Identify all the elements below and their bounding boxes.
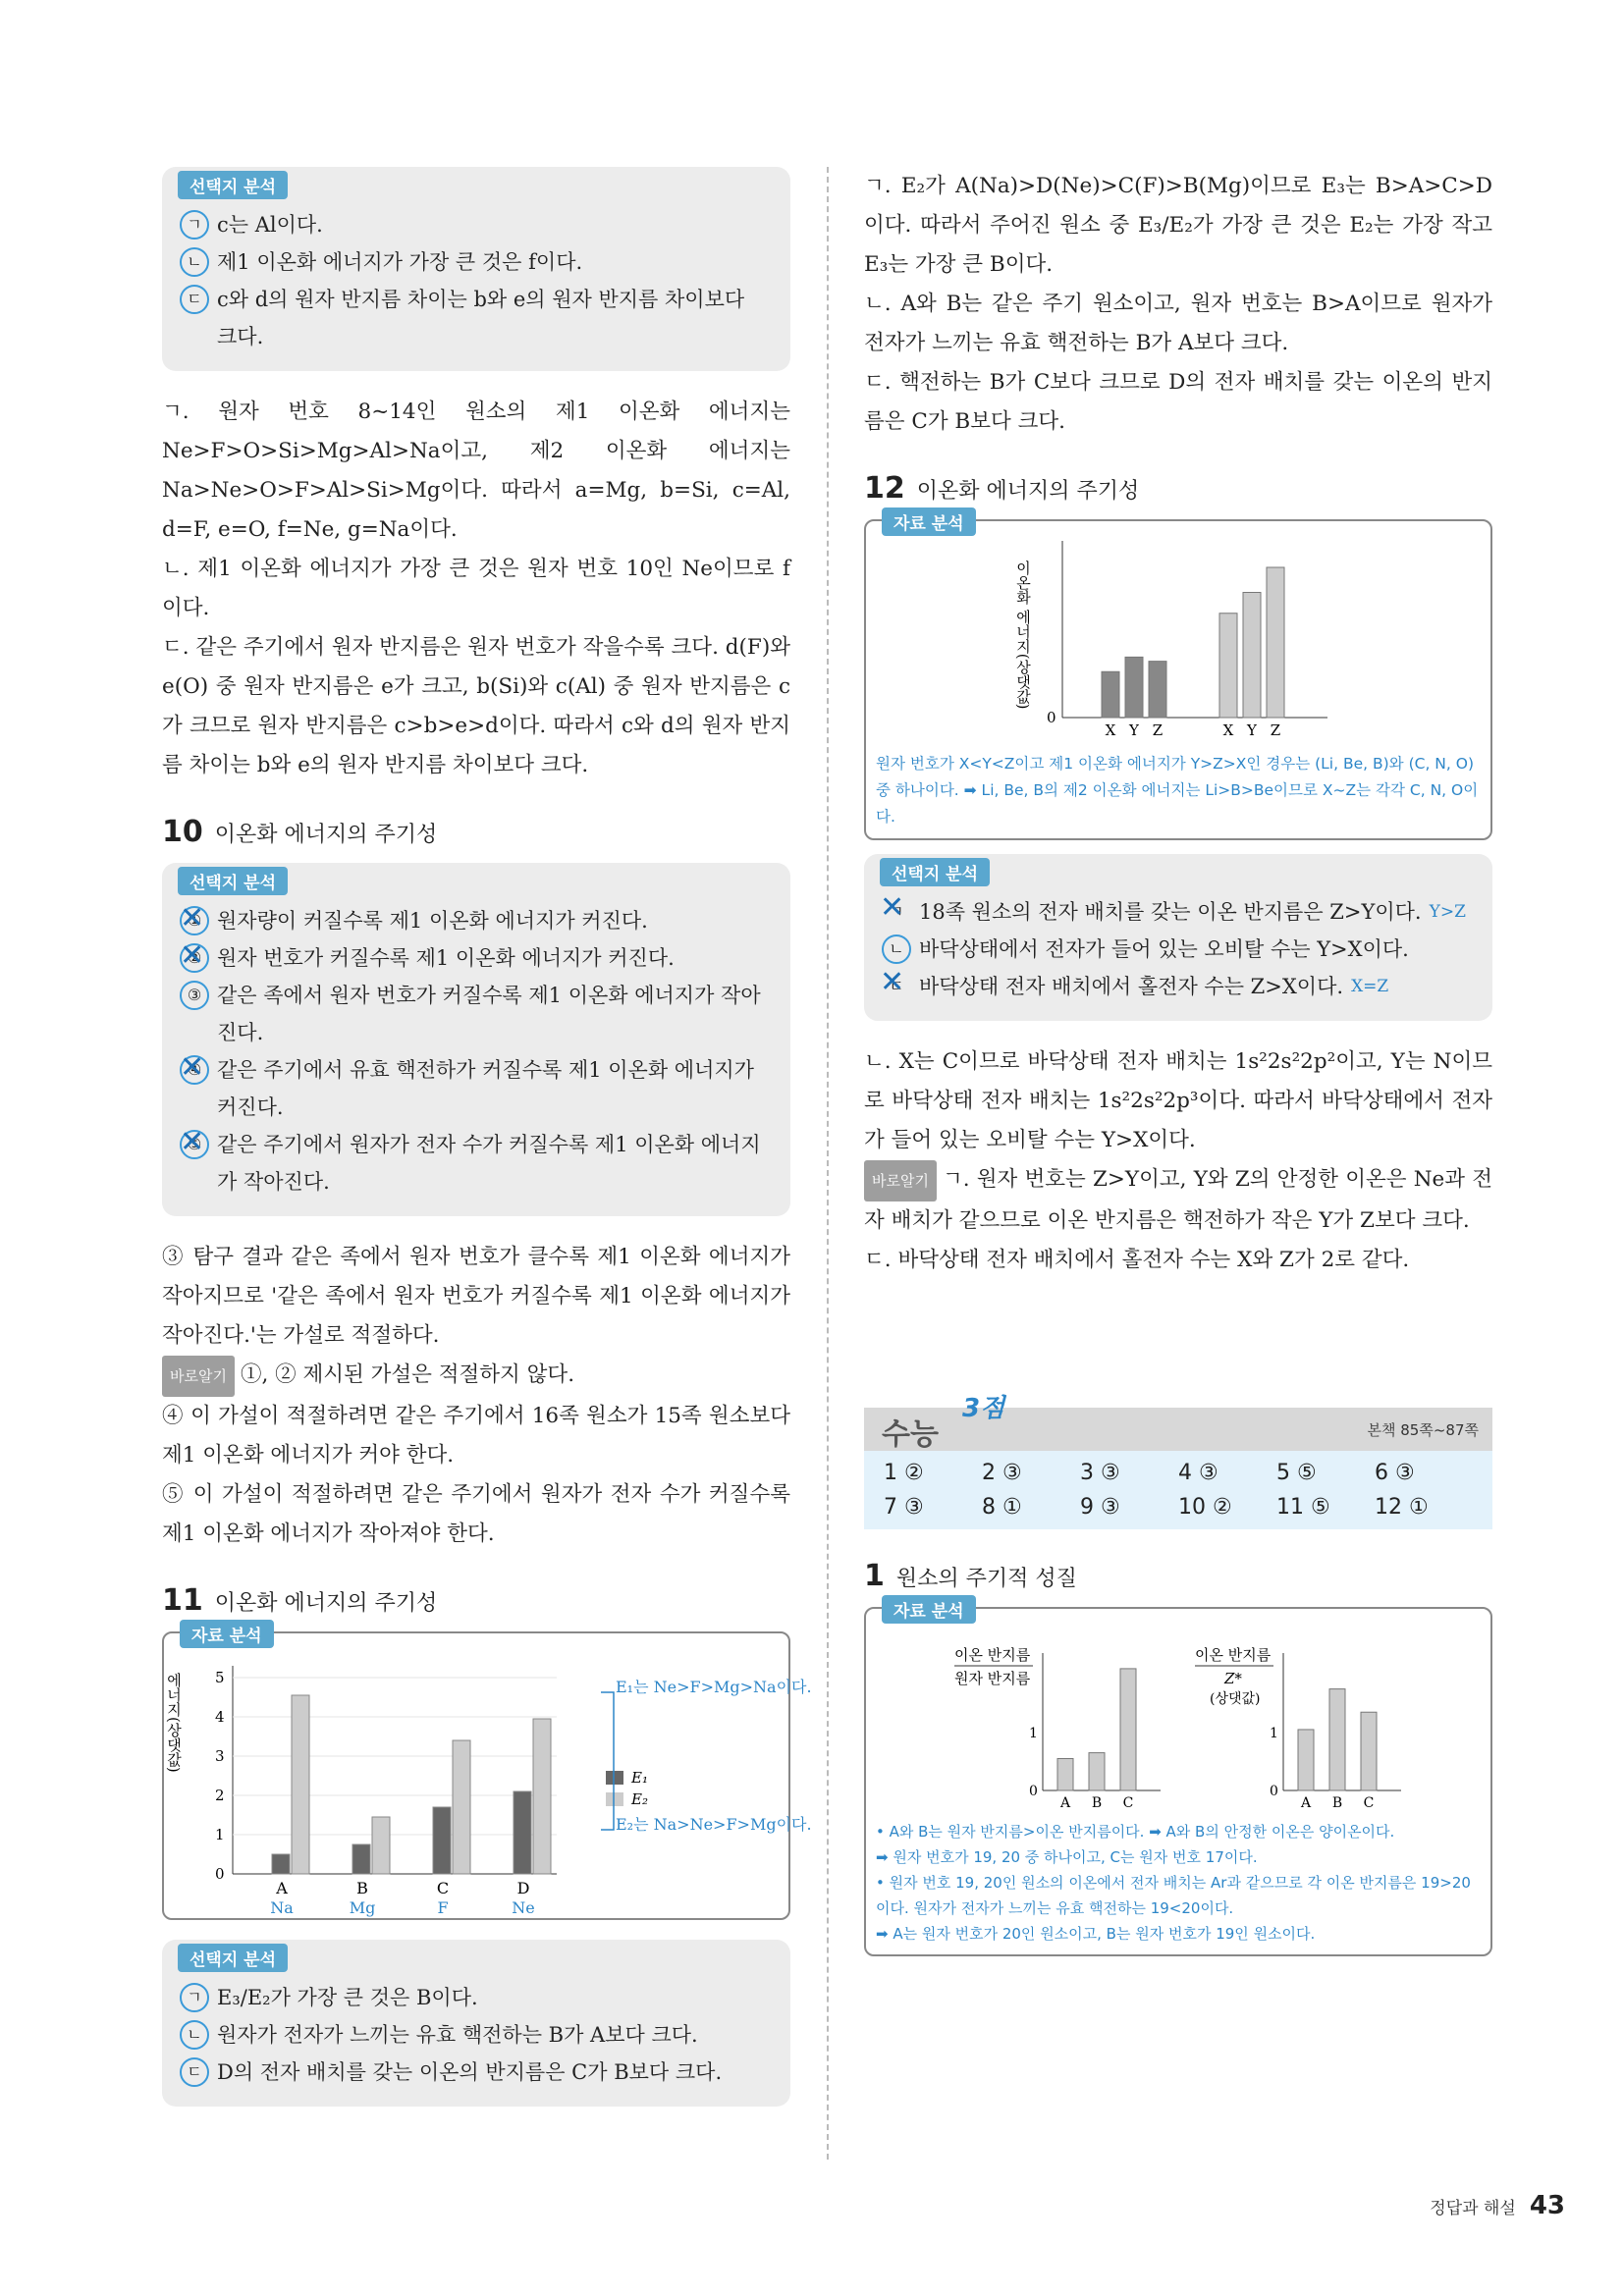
y-axis-label-b2: Z* xyxy=(1224,1670,1242,1687)
choice-item xyxy=(882,968,1469,1005)
answer-item: 11 ⑤ xyxy=(1276,1495,1330,1520)
y-axis-label: 이온화 에너지(상댓값) xyxy=(1014,561,1032,710)
choice-text: 바닥상태 전자 배치에서 홀전자 수는 Z>X이다. xyxy=(919,975,1344,998)
choice-item xyxy=(882,893,1469,931)
correction-text: Y>Z xyxy=(1429,902,1466,922)
answer-item: 6 ③ xyxy=(1375,1461,1415,1485)
choice-analysis-tag: 선택지 분석 xyxy=(178,1944,288,1972)
page-footer xyxy=(1430,2191,1565,2220)
section-title: 이온화 에너지의 주기성 xyxy=(214,1591,438,1616)
explanation-paragraph: ㄱ. E₂가 A(Na)>D(Ne)>C(F)>B(Mg)이므로 E₃는 B>A>C>D이다. 따라서 주어진 원소 중 E₃/E₂가 가장 큰 것은 E₂는 가장 작고 E₃는 가장 큰 B이다. xyxy=(864,174,1492,277)
wrong-answer-tag: 바로알기 xyxy=(162,1356,235,1397)
left-column xyxy=(162,167,812,2128)
x-tick-label: A xyxy=(1059,1795,1071,1811)
cross-mark-icon: ㄱ ✕ xyxy=(882,897,911,927)
answer-key-pages: 본책 85쪽~87쪽 xyxy=(1367,1421,1479,1439)
wrong-answer-tag: 바로알기 xyxy=(864,1160,937,1201)
circle-mark-icon: ㄴ xyxy=(882,934,911,964)
answer-item: 3 ③ xyxy=(1080,1461,1120,1485)
cross-mark-icon: ㄷ ✕ xyxy=(882,972,911,1001)
answer-item: 7 ③ xyxy=(884,1495,924,1520)
x-tick-label: Y xyxy=(1247,721,1257,739)
cross-mark-icon: ② ✕ xyxy=(180,943,209,973)
y-tick-label: 4 xyxy=(215,1708,225,1726)
data-analysis-box-11 xyxy=(162,1627,812,1920)
cross-mark-icon: ① ✕ xyxy=(180,906,209,935)
bar-Z-group2 xyxy=(1267,567,1284,718)
answer-item: 5 ⑤ xyxy=(1276,1461,1317,1485)
analysis-note: 원자 번호가 X<Y<Z이고 제1 이온화 에너지가 Y>Z>X인 경우는 (Li, Be, B)와 (C, N, O) 중 하나이다. ➡ Li, Be, B의 제2 이온화 에너지는 Li>B>Be이므로 X~Z는 각각 C, N, O이다. xyxy=(876,755,1479,826)
choice-text: c는 Al이다. xyxy=(217,213,323,237)
choice-analysis-box-11 xyxy=(162,1940,790,2107)
y-tick-label: 0 xyxy=(215,1865,225,1883)
choice-text: 원자 번호가 커질수록 제1 이온화 에너지가 커진다. xyxy=(217,946,675,970)
x-tick-label: X xyxy=(1105,721,1116,739)
choice-text: 같은 주기에서 원자가 전자 수가 커질수록 제1 이온화 에너지가 작아진다. xyxy=(217,1133,761,1194)
x-tick-label: C xyxy=(1363,1795,1375,1811)
explanation-paragraph: ③ 탐구 결과 같은 족에서 원자 번호가 클수록 제1 이온화 에너지가 작아지므로 '같은 족에서 원자 번호가 커질수록 제1 이온화 에너지가 작아진다.'는 가설로 적절하다. xyxy=(162,1245,790,1348)
choice-analysis-tag: 선택지 분석 xyxy=(178,171,288,199)
section-title: 이온화 에너지의 주기성 xyxy=(916,479,1140,504)
choice-text: 같은 족에서 원자 번호가 커질수록 제1 이온화 에너지가 작아진다. xyxy=(217,984,761,1044)
choice-item xyxy=(180,206,767,243)
section-number: 11 xyxy=(162,1583,203,1618)
choice-analysis-box-12 xyxy=(864,854,1492,1021)
explanation-paragraph: ㄷ. 바닥상태 전자 배치에서 홀전자 수는 X와 Z가 2로 같다. xyxy=(864,1248,1410,1272)
bar-C xyxy=(1120,1669,1136,1790)
y-tick-label: 5 xyxy=(215,1669,225,1686)
y-axis-label-b: 이온 반지름 xyxy=(1195,1646,1272,1664)
circle-mark-icon: ③ xyxy=(180,981,209,1010)
choice-text: 18족 원소의 전자 배치를 갖는 이온 반지름은 Z>Y이다. xyxy=(919,900,1422,924)
choice-item xyxy=(882,931,1469,968)
cross-mark-icon: ⑤ ✕ xyxy=(180,1130,209,1159)
x-tick-label: C xyxy=(436,1879,450,1897)
bar-E₁-C xyxy=(433,1807,451,1874)
page-number: 43 xyxy=(1529,2191,1565,2220)
answer-item: 8 ① xyxy=(982,1495,1022,1520)
analysis-note-line: ➡ A는 원자 번호가 20인 원소이고, B는 원자 번호가 19인 원소이다. xyxy=(876,1925,1316,1943)
choice-text: E₃/E₂가 가장 큰 것은 B이다. xyxy=(217,1986,478,2009)
choice-analysis-box-10 xyxy=(162,863,790,1216)
choice-item xyxy=(180,939,767,977)
answer-item: 9 ③ xyxy=(1080,1495,1120,1520)
bar-E₂-C xyxy=(453,1740,470,1874)
choice-item xyxy=(180,243,767,281)
explanation-paragraph xyxy=(864,1160,1492,1241)
choice-text: 원자량이 커질수록 제1 이온화 에너지가 커진다. xyxy=(217,909,648,933)
y-axis-label-a2: 원자 반지름 xyxy=(954,1670,1031,1687)
y-tick-label: 1 xyxy=(1029,1725,1038,1741)
y-tick-label: 1 xyxy=(215,1826,225,1843)
circle-mark-icon: ㄱ xyxy=(180,1983,209,2012)
bar-E₁-A xyxy=(272,1854,290,1874)
bar-Z-group1 xyxy=(1149,662,1166,718)
answer-item: 12 ① xyxy=(1375,1495,1429,1520)
bar-A xyxy=(1298,1730,1314,1790)
x-tick-label: A xyxy=(276,1879,288,1897)
choice-analysis-tag: 선택지 분석 xyxy=(880,858,990,886)
circle-mark-icon: ㄴ xyxy=(180,2020,209,2050)
x-tick-label: Z xyxy=(1270,721,1281,739)
ionization-energy-chart-12 xyxy=(876,521,1481,747)
x-tick-label: B xyxy=(1091,1795,1103,1811)
explanation-paragraph: ㄴ. X는 C이므로 바닥상태 전자 배치는 1s²2s²2p²이고, Y는 N이므로 바닥상태 전자 배치는 1s²2s²2p³이다. 따라서 바닥상태에서 전자가 들어 있는 오비탈 수는 Y>X이다. xyxy=(864,1049,1492,1152)
legend-e1-swatch xyxy=(606,1771,623,1785)
answer-item: 1 ② xyxy=(884,1461,924,1485)
data-analysis-box-12 xyxy=(864,514,1492,840)
section-heading-10 xyxy=(162,815,790,849)
choice-text: 같은 주기에서 유효 핵전하가 커질수록 제1 이온화 에너지가 커진다. xyxy=(217,1058,754,1119)
legend-bracket xyxy=(601,1692,614,1830)
answer-key-label: 수능 xyxy=(882,1417,939,1452)
analysis-notes xyxy=(876,1819,1481,1947)
cross-mark-icon: ④ ✕ xyxy=(180,1055,209,1085)
note-e1: E₁는 Ne>F>Mg>Na이다. xyxy=(616,1678,812,1696)
y-tick-label: 0 xyxy=(1029,1784,1038,1799)
answer-item: 4 ③ xyxy=(1178,1461,1218,1485)
choice-item xyxy=(180,1979,767,2016)
circle-mark-icon: ㄷ xyxy=(180,285,209,314)
section-title: 이온화 에너지의 주기성 xyxy=(214,823,438,847)
choice-text: 제1 이온화 에너지가 가장 큰 것은 f이다. xyxy=(217,250,583,274)
explanation-paragraph: ㄴ. A와 B는 같은 주기 원소이고, 원자 번호는 B>A이므로 원자가 전자가 느끼는 유효 핵전하는 B가 A보다 크다. xyxy=(864,292,1492,355)
choice-item xyxy=(180,2054,767,2091)
choice-item xyxy=(180,1126,767,1201)
answer-key-header xyxy=(864,1394,1492,1452)
bar-Y-group2 xyxy=(1243,593,1261,719)
data-analysis-tag: 자료 분석 xyxy=(180,1620,274,1648)
note-e2: E₂는 Na>Ne>F>Mg이다. xyxy=(616,1815,812,1834)
data-analysis-tag: 자료 분석 xyxy=(882,1595,976,1624)
x-sub-label: Mg xyxy=(349,1898,376,1917)
bar-C xyxy=(1361,1712,1377,1790)
y-tick-label: 0 xyxy=(1047,709,1056,726)
x-tick-label: Y xyxy=(1129,721,1139,739)
legend-e2-label: E₂ xyxy=(631,1790,648,1808)
section-title: 원소의 주기적 성질 xyxy=(895,1567,1077,1591)
choice-item xyxy=(180,977,767,1051)
bar-Y-group1 xyxy=(1125,657,1143,718)
section-number: 10 xyxy=(162,815,203,849)
circle-mark-icon: ㄷ xyxy=(180,2057,209,2087)
data-analysis-tag: 자료 분석 xyxy=(882,507,976,536)
explanation-paragraph: ㄱ. 원자 번호 8~14인 원소의 제1 이온화 에너지는 Ne>F>O>Si>Mg>Al>Na이고, 제2 이온화 에너지는 Na>Ne>O>F>Al>Si>Mg이다. 따라서 a=Mg, b=Si, c=Al, d=F, e=O, f=Ne, g=Na이다. xyxy=(162,400,790,542)
bar-B xyxy=(1329,1689,1345,1790)
y-axis-label: 에너지(상댓값) xyxy=(165,1673,183,1773)
y-axis-label-a: 이온 반지름 xyxy=(954,1646,1031,1664)
choice-text: 바닥상태에서 전자가 들어 있는 오비탈 수는 Y>X이다. xyxy=(919,937,1409,961)
x-tick-label: X xyxy=(1222,721,1234,739)
answer-key-section xyxy=(864,1394,1492,1529)
x-tick-label: B xyxy=(356,1879,368,1897)
bar-A xyxy=(1057,1759,1073,1791)
bar-E₁-B xyxy=(352,1844,370,1874)
ionization-energy-chart xyxy=(164,1633,812,1918)
x-sub-label: Ne xyxy=(512,1898,535,1917)
section-number: 12 xyxy=(864,471,905,506)
choice-item xyxy=(180,902,767,939)
bar-X-group2 xyxy=(1219,614,1237,718)
y-tick-label: 0 xyxy=(1270,1784,1278,1799)
explanation-paragraph: ㄷ. 같은 주기에서 원자 반지름은 원자 번호가 작을수록 크다. d(F)와 e(O) 중 원자 반지름은 e가 크고, b(Si)와 c(Al) 중 원자 반지름은 c가 크므로 원자 반지름은 c>b>e>d이다. 따라서 c와 d의 원자 반지름 차이는 b와 e의 원자 반지름 차이보다 크다. xyxy=(162,635,790,777)
section-heading-1 xyxy=(864,1559,1492,1593)
bar-B xyxy=(1089,1753,1105,1790)
section-number: 1 xyxy=(864,1559,885,1593)
radius-charts xyxy=(876,1609,1481,1815)
bar-E₁-D xyxy=(514,1791,531,1874)
legend-e2-swatch xyxy=(606,1792,623,1806)
x-tick-label: D xyxy=(516,1879,530,1897)
y-tick-label: 2 xyxy=(215,1787,225,1804)
explanation-text: ㄱ. 원자 번호는 Z>Y이고, Y와 Z의 안정한 이온은 Ne과 전자 배치가 같으므로 이온 반지름은 핵전하가 작은 Y가 Z보다 크다. xyxy=(864,1167,1492,1233)
bar-E₂-B xyxy=(372,1817,390,1874)
x-sub-label: Na xyxy=(270,1898,294,1917)
x-tick-label: A xyxy=(1300,1795,1312,1811)
y-tick-label: 1 xyxy=(1270,1725,1278,1741)
choice-text: c와 d의 원자 반지름 차이는 b와 e의 원자 반지름 차이보다 크다. xyxy=(217,288,745,348)
choice-analysis-tag: 선택지 분석 xyxy=(178,867,288,895)
explanation-paragraph: ㄴ. 제1 이온화 에너지가 가장 큰 것은 원자 번호 10인 Ne이므로 f이다. xyxy=(162,557,790,620)
explanation-paragraph xyxy=(162,1356,790,1397)
answer-item: 10 ② xyxy=(1178,1495,1232,1520)
circle-mark-icon: ㄱ xyxy=(180,210,209,240)
explanation-paragraph: ④ 이 가설이 적절하려면 같은 주기에서 16족 원소가 15족 원소보다 제1 이온화 에너지가 커야 한다. xyxy=(162,1404,790,1468)
section-heading-11 xyxy=(162,1583,790,1618)
correction-text: X=Z xyxy=(1351,977,1389,996)
y-tick-label: 3 xyxy=(215,1747,225,1765)
analysis-note-line: ➡ 원자 번호가 19, 20 중 하나이고, C는 원자 번호 17이다. xyxy=(876,1848,1258,1866)
column-divider xyxy=(827,167,829,2160)
circle-mark-icon: ㄴ xyxy=(180,247,209,277)
x-tick-label: Z xyxy=(1152,721,1164,739)
analysis-note-line: • 원자 번호 19, 20인 원소의 이온에서 전자 배치는 Ar과 같으므로 각 이온 반지름은 19>20이다. 원자가 전자가 느끼는 유효 핵전하는 19<20이다. xyxy=(876,1874,1471,1917)
explanation-paragraph: ㄷ. 핵전하는 B가 C보다 크므로 D의 전자 배치를 갖는 이온의 반지름은 C가 B보다 크다. xyxy=(864,370,1492,434)
choice-analysis-box-9 xyxy=(162,167,790,371)
answer-key-badge: 3점 xyxy=(962,1394,1005,1423)
bar-E₂-D xyxy=(533,1719,551,1874)
x-tick-label: C xyxy=(1122,1795,1134,1811)
choice-item xyxy=(180,281,767,355)
choice-item xyxy=(180,2016,767,2054)
section-heading-12 xyxy=(864,471,1492,506)
choice-text: 원자가 전자가 느끼는 유효 핵전하는 B가 A보다 크다. xyxy=(217,2023,698,2047)
right-column xyxy=(864,167,1492,1966)
answer-key-grid xyxy=(864,1451,1492,1529)
footer-label: 정답과 해설 xyxy=(1430,2199,1516,2218)
data-analysis-box-1 xyxy=(864,1602,1492,1956)
bar-X-group1 xyxy=(1102,671,1119,718)
legend-e1-label: E₁ xyxy=(631,1769,648,1787)
answer-item: 2 ③ xyxy=(982,1461,1022,1485)
x-sub-label: F xyxy=(437,1898,449,1917)
y-axis-label-b3: (상댓값) xyxy=(1210,1691,1261,1707)
choice-text: D의 전자 배치를 갖는 이온의 반지름은 C가 B보다 크다. xyxy=(217,2060,723,2084)
explanation-paragraph: ⑤ 이 가설이 적절하려면 같은 주기에서 원자가 전자 수가 커질수록 제1 이온화 에너지가 작아져야 한다. xyxy=(162,1482,790,1546)
choice-item xyxy=(180,1051,767,1126)
analysis-note-line: • A와 B는 원자 반지름>이온 반지름이다. ➡ A와 B의 안정한 이온은 양이온이다. xyxy=(876,1823,1395,1841)
bar-E₂-A xyxy=(292,1695,309,1874)
x-tick-label: B xyxy=(1331,1795,1343,1811)
explanation-text: ①, ② 제시된 가설은 적절하지 않다. xyxy=(240,1362,575,1387)
